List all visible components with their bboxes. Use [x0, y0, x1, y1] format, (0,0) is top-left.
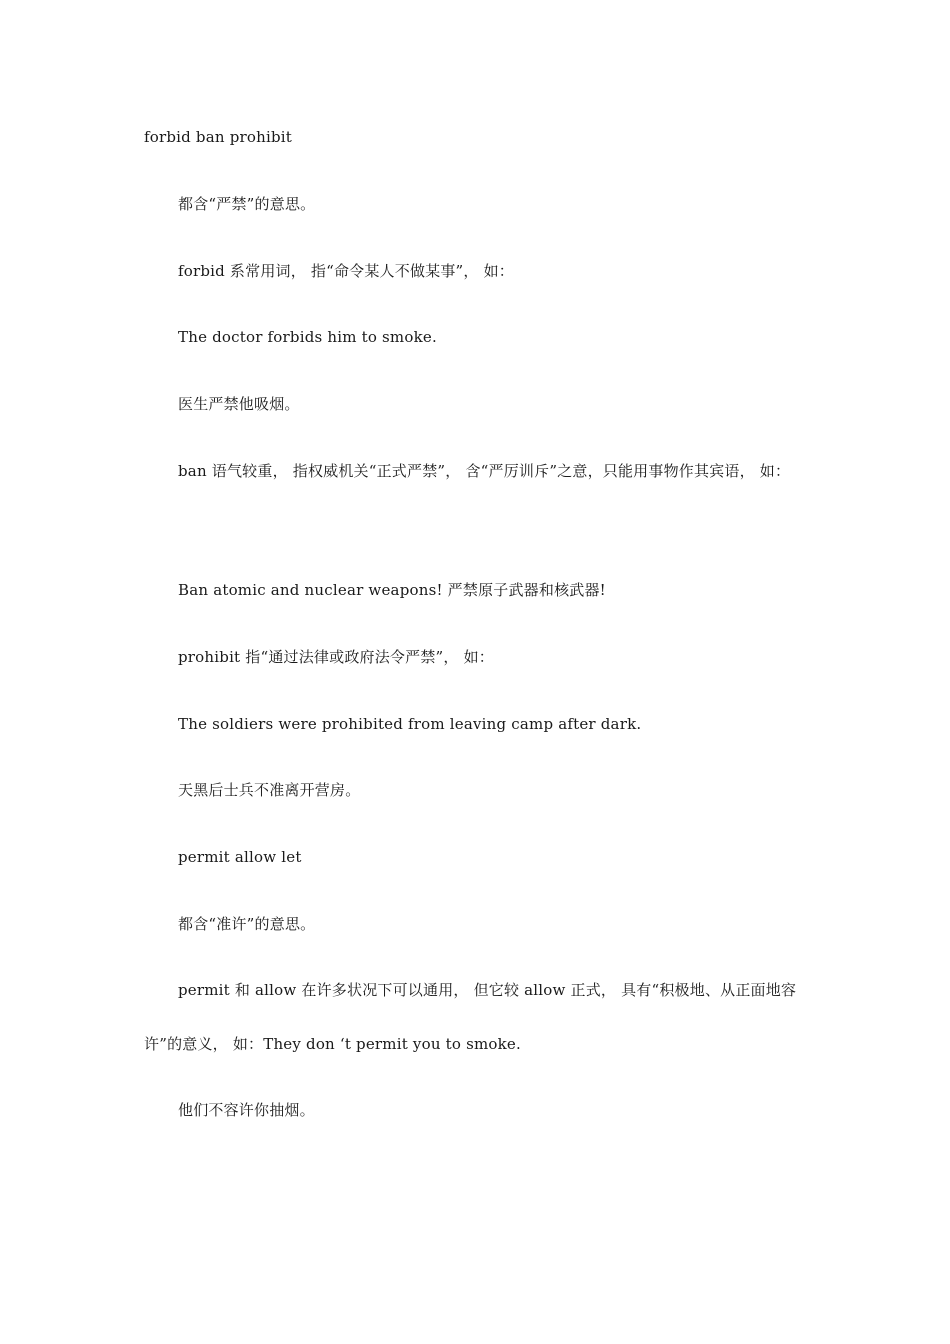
paragraph: ban 语气较重， 指权威机关“正式严禁”， 含“严厉训斥”之意，只能用事物作其宾语， 如：: [178, 462, 791, 480]
example-sentence: The doctor forbids him to smoke.: [178, 328, 437, 346]
paragraph: 都含“准许”的意思。: [178, 915, 316, 933]
paragraph: prohibit 指“通过法律或政府法令严禁”， 如：: [178, 648, 494, 666]
heading-permit-allow-let: permit allow let: [178, 848, 302, 866]
example-translation: 天黑后士兵不准离开营房。: [178, 781, 361, 799]
example-sentence: The soldiers were prohibited from leaving camp after dark.: [178, 715, 642, 733]
paragraph: 都含“严禁”的意思。: [178, 195, 316, 213]
example-translation: 医生严禁他吸烟。: [178, 395, 300, 413]
paragraph: permit 和 allow 在许多状况下可以通用， 但它较 allow 正式， 具有“积极地、从正面地容许”的意义， 如：They don ‘t permit you to smoke.: [144, 981, 797, 1053]
example-sentence: Ban atomic and nuclear weapons! 严禁原子武器和核武器!: [178, 581, 606, 599]
example-translation: 他们不容许你抽烟。: [178, 1101, 315, 1119]
paragraph: forbid 系常用词， 指“命令某人不做某事”， 如：: [178, 262, 514, 280]
heading-forbid-ban-prohibit: forbid ban prohibit: [144, 128, 292, 146]
